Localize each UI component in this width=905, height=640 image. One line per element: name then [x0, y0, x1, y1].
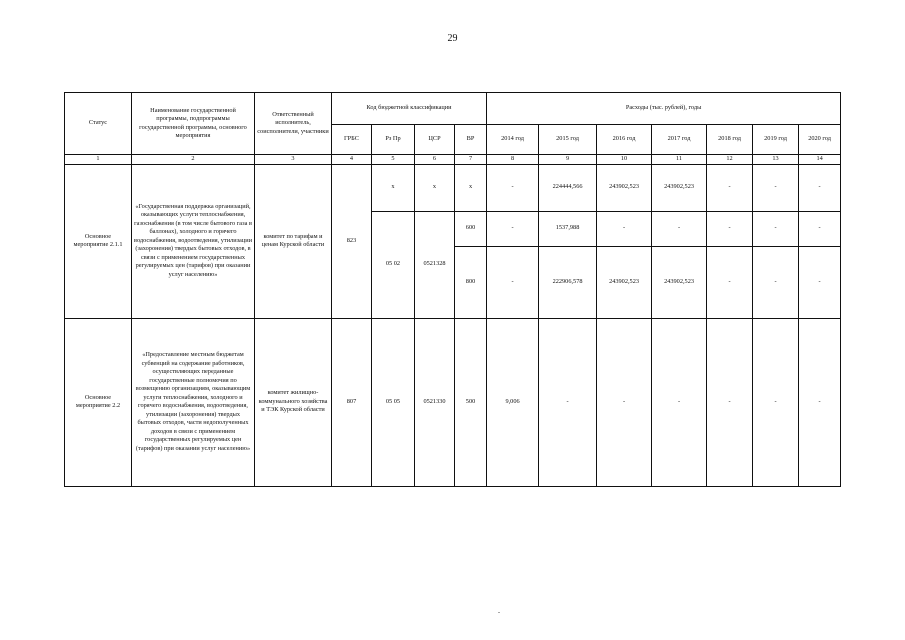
header-2017: 2017 год — [652, 125, 707, 155]
value-2019: - — [753, 318, 799, 486]
header-name: Наименование государственной программы, подпрограммы государственной программы, основного мероприятия — [132, 93, 255, 155]
table-row — [65, 164, 841, 211]
rzpr-cell: 05 02 — [372, 211, 415, 318]
header-2016: 2016 год — [597, 125, 652, 155]
col-number: 4 — [332, 155, 372, 165]
value-2017: - — [652, 211, 707, 246]
col-number: 1 — [65, 155, 132, 165]
header-vr: ВР — [455, 125, 487, 155]
csr-cell: x — [415, 164, 455, 211]
header-2015: 2015 год — [539, 125, 597, 155]
col-number: 12 — [707, 155, 753, 165]
value-2016: 243902,523 — [597, 246, 652, 318]
value-2020: - — [799, 164, 841, 211]
status-cell: Основное мероприятие 2.2 — [65, 318, 132, 486]
col-number: 9 — [539, 155, 597, 165]
csr-cell: 0521328 — [415, 211, 455, 318]
col-number: 2 — [132, 155, 255, 165]
value-2018: - — [707, 164, 753, 211]
vr-cell: 600 — [455, 211, 487, 246]
table-row — [65, 318, 841, 486]
col-number: 11 — [652, 155, 707, 165]
csr-cell: 0521330 — [415, 318, 455, 486]
value-2020: - — [799, 211, 841, 246]
col-number: 3 — [255, 155, 332, 165]
col-number: 14 — [799, 155, 841, 165]
value-2019: - — [753, 246, 799, 318]
col-number: 7 — [455, 155, 487, 165]
value-2014: - — [487, 246, 539, 318]
value-2017: - — [652, 318, 707, 486]
header-rzpr: Рз Пр — [372, 125, 415, 155]
header-executor: Ответственный исполнитель, соисполнители, участники — [255, 93, 332, 155]
value-2017: 243902,523 — [652, 164, 707, 211]
value-2015: 222906,578 — [539, 246, 597, 318]
header-expenses: Расходы (тыс. рублей), годы — [487, 93, 841, 125]
measure-name-cell: «Предоставление местным бюджетам субвенций на содержание работников, осуществляющих переданные государственные полномочия по возмещению организациям, оказывающим услуги теплоснабжения, холодного и горячего водоснабжения, водоотведения, утилизации (захоронения) твердых бытовых отходов, части недополученных доходов в связи с применением государственных регулируемых цен (тарифов) при оказании услуг населению» — [132, 318, 255, 486]
header-2020: 2020 год — [799, 125, 841, 155]
footer-mark: . — [498, 606, 500, 615]
executor-cell: комитет по тарифам и ценам Курской области — [255, 164, 332, 318]
header-2018: 2018 год — [707, 125, 753, 155]
header-2019: 2019 год — [753, 125, 799, 155]
value-2016: - — [597, 318, 652, 486]
value-2020: - — [799, 246, 841, 318]
page-number: 29 — [447, 33, 458, 44]
vr-cell: x — [455, 164, 487, 211]
executor-cell: комитет жилищно-коммунального хозяйства и ТЭК Курской области — [255, 318, 332, 486]
vr-cell: 800 — [455, 246, 487, 318]
header-2014: 2014 год — [487, 125, 539, 155]
budget-table — [64, 92, 841, 487]
grbs-cell: 807 — [332, 318, 372, 486]
status-cell: Основное мероприятие 2.1.1 — [65, 164, 132, 318]
value-2019: - — [753, 164, 799, 211]
header-status: Статус — [65, 93, 132, 155]
header-grbs: ГРБС — [332, 125, 372, 155]
header-budget-code: Код бюджетной классификации — [332, 93, 487, 125]
col-number: 10 — [597, 155, 652, 165]
grbs-cell: 823 — [332, 164, 372, 318]
col-number: 8 — [487, 155, 539, 165]
value-2020: - — [799, 318, 841, 486]
value-2014: 9,006 — [487, 318, 539, 486]
rzpr-cell: 05 05 — [372, 318, 415, 486]
value-2014: - — [487, 164, 539, 211]
value-2015: - — [539, 318, 597, 486]
rzpr-cell: x — [372, 164, 415, 211]
value-2016: 243902,523 — [597, 164, 652, 211]
value-2019: - — [753, 211, 799, 246]
value-2016: - — [597, 211, 652, 246]
col-number: 6 — [415, 155, 455, 165]
value-2015: 224444,566 — [539, 164, 597, 211]
value-2018: - — [707, 246, 753, 318]
measure-name-cell: «Государственная поддержка организаций, оказывающих услуги теплоснабжения, газоснабжения (в том числе бытового газа в баллонах), холодного и горячего водоснабжения, водоотведения, утилизации (захоронения) твердых бытовых отходов, в связи с применением государственных регулируемых цен (тарифов) при оказании услуг населению» — [132, 164, 255, 318]
col-number: 5 — [372, 155, 415, 165]
header-csr: ЦСР — [415, 125, 455, 155]
value-2018: - — [707, 318, 753, 486]
value-2017: 243902,523 — [652, 246, 707, 318]
value-2018: - — [707, 211, 753, 246]
col-number: 13 — [753, 155, 799, 165]
value-2015: 1537,988 — [539, 211, 597, 246]
vr-cell: 500 — [455, 318, 487, 486]
column-number-row — [65, 155, 841, 165]
value-2014: - — [487, 211, 539, 246]
